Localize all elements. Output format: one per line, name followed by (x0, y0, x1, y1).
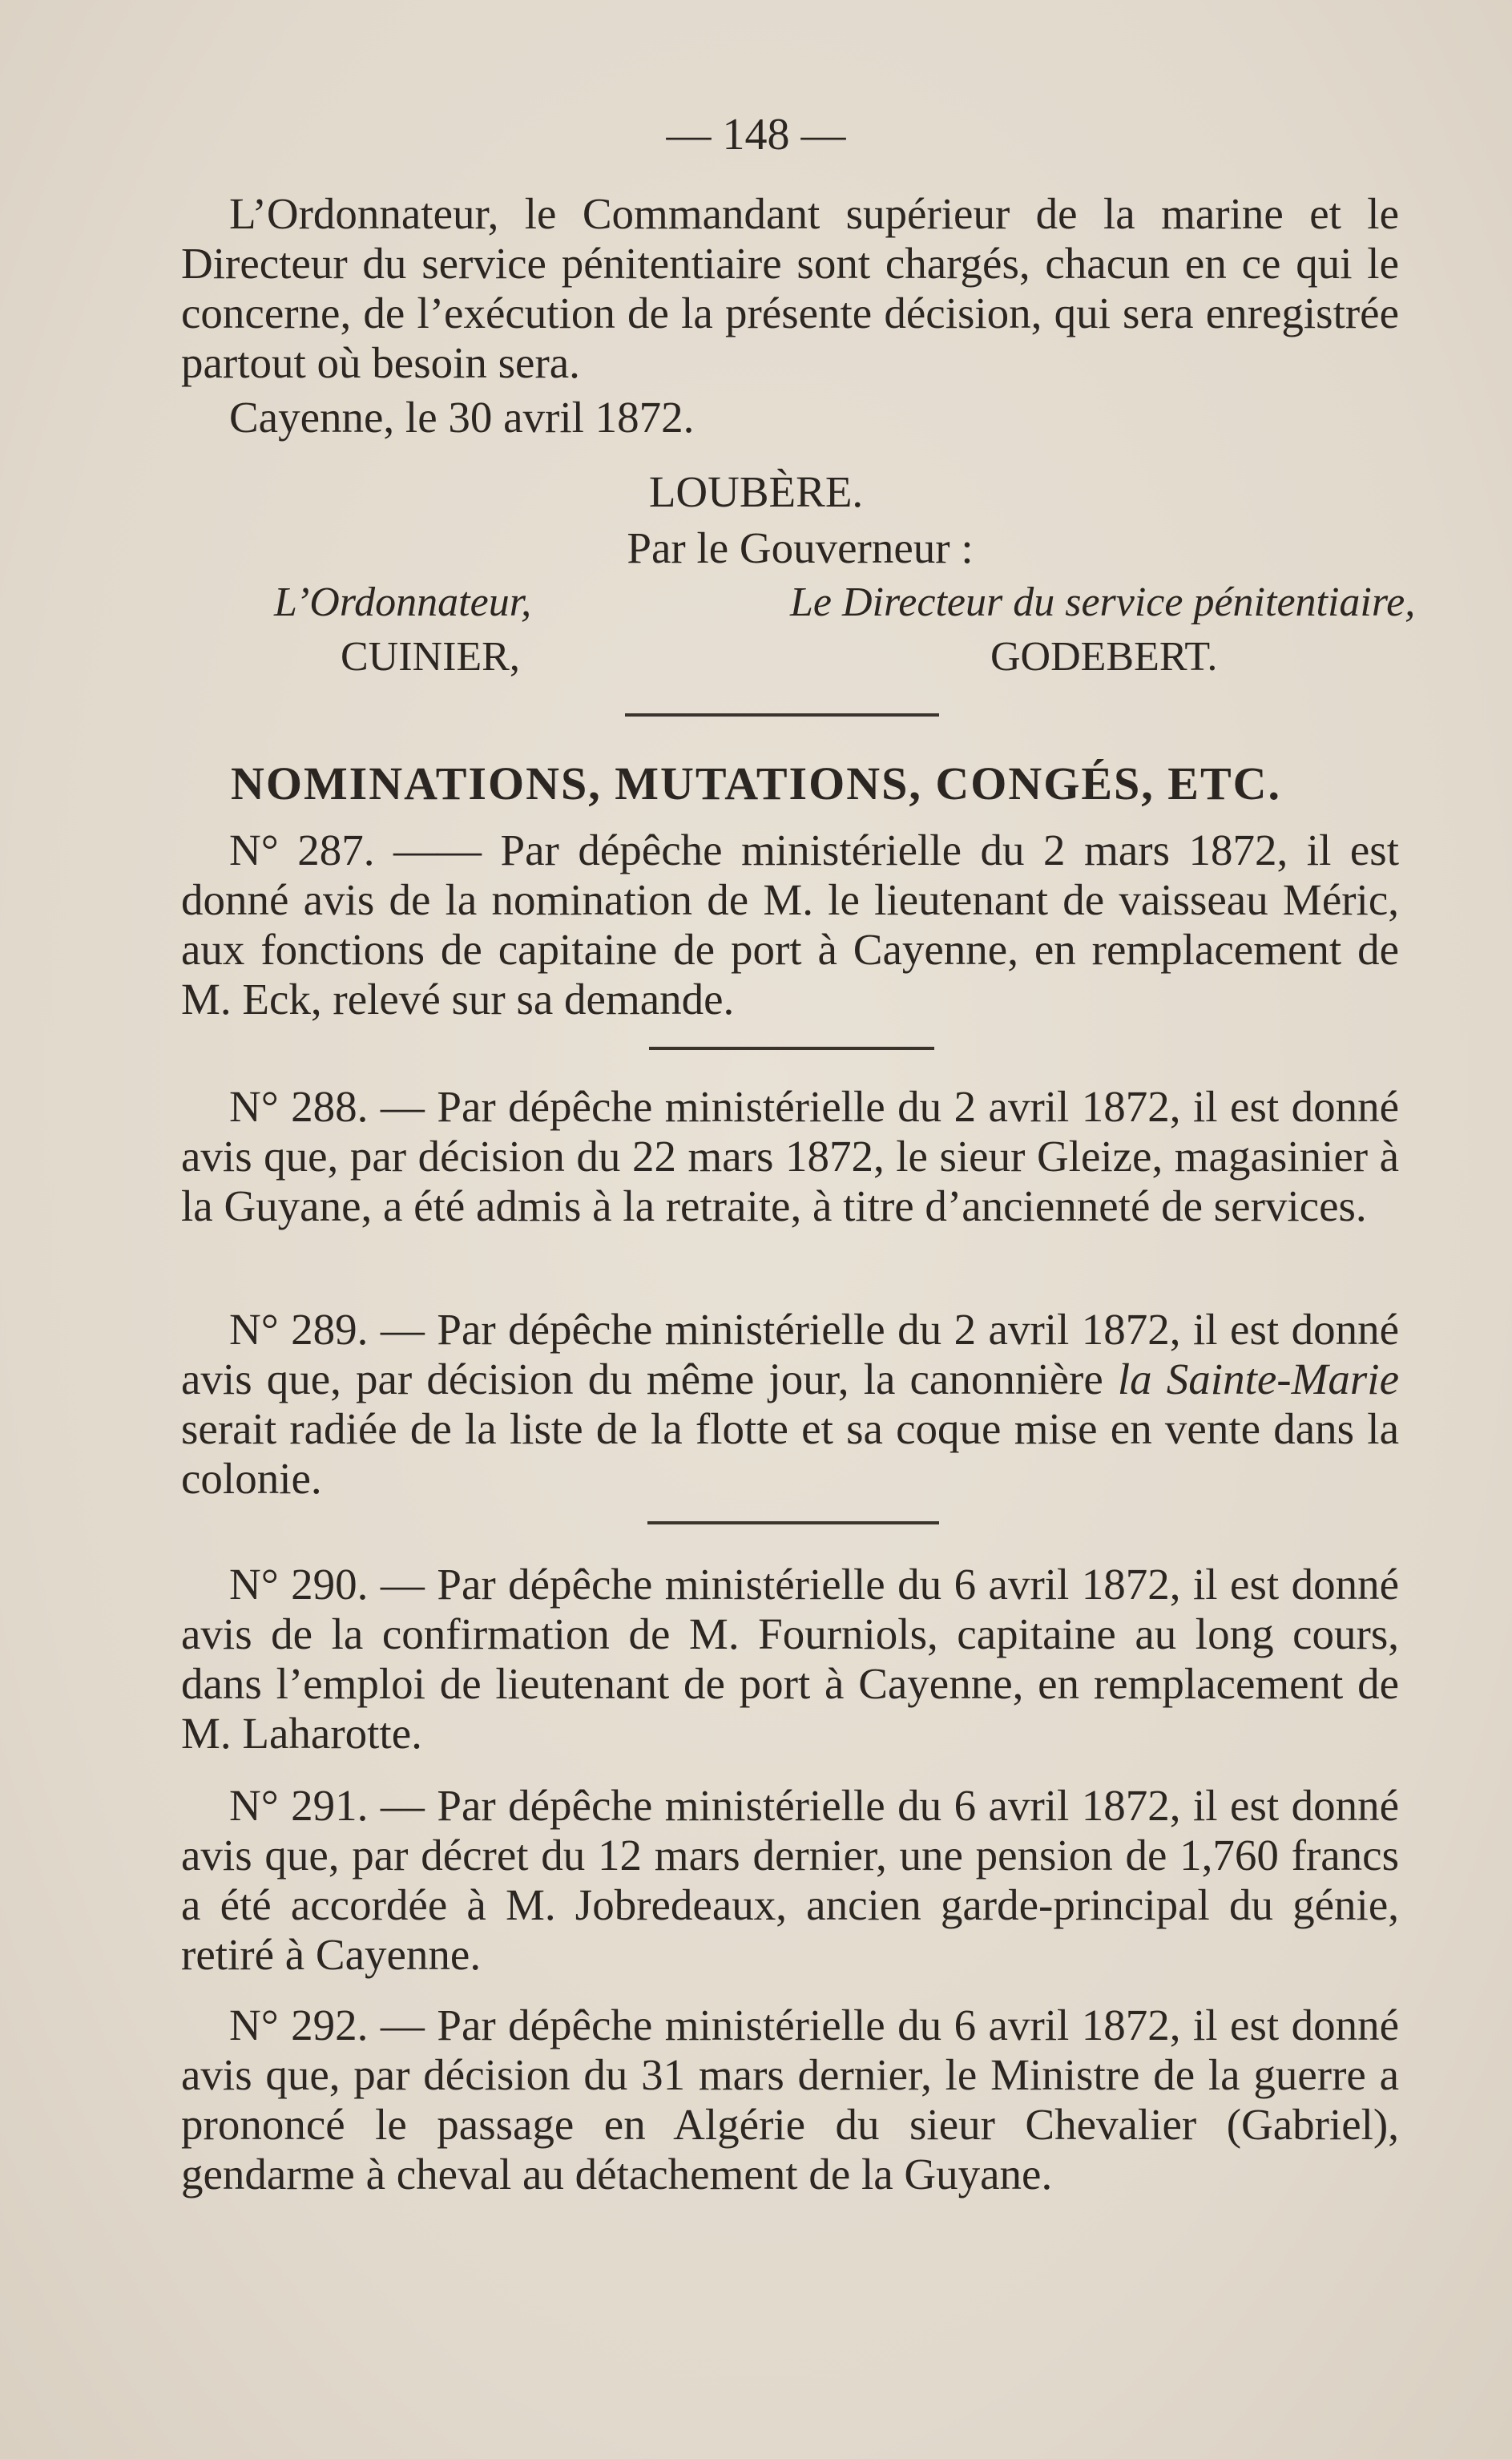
entry-text (181, 1305, 1399, 1504)
entry-divider (647, 1521, 939, 1524)
place-date-block (181, 393, 1399, 442)
left-signatory-title: L’Ordonnateur, (274, 579, 532, 625)
entry-288 (181, 1082, 1399, 1231)
entry-text: N° 290. — Par dépêche ministérielle du 6 avril 1872, il est donné avis de la confirmation de M. Fourniols, capitaine au long cours, dans l’emploi de lieutenant de port à Cayenne, en remplacement de M. Laharotte. (181, 1560, 1399, 1758)
entry-text: N° 291. — Par dépêche ministérielle du 6 avril 1872, il est donné avis que, par décret du 12 mars dernier, une pension de 1,760 francs a été accordée à M. Jobredeaux, ancien garde-principal du génie, retiré à Cayenne. (181, 1781, 1399, 1979)
page-number: — 148 — (666, 110, 846, 159)
entry-292 (181, 2001, 1399, 2199)
entry-290 (181, 1560, 1399, 1758)
entry-text-part: N° 289. — Par dépêche ministérielle du 2 avril 1872, il est donné avis que, par décision du même jour, la canonnière (181, 1305, 1399, 1403)
entry-divider (649, 1047, 934, 1050)
entry-text: N° 292. — Par dépêche ministérielle du 6 avril 1872, il est donné avis que, par décision du 31 mars dernier, le Ministre de la guerre a prononcé le passage en Algérie du sieur Chevalier (Gabriel), gendarme à cheval au détachement de la Guyane. (181, 2001, 1399, 2199)
signatory: LOUBÈRE. (648, 467, 864, 516)
section-heading: NOMINATIONS, MUTATIONS, CONGÉS, ETC. (230, 757, 1282, 810)
by-line: Par le Gouverneur : (627, 523, 974, 572)
closing-paragraph (181, 189, 1399, 388)
right-signatory-name: GODEBERT. (990, 634, 1218, 680)
section-divider (625, 713, 939, 717)
right-signatory-title: Le Directeur du service pénitentiaire, (790, 579, 1416, 625)
place-date: Cayenne, le 30 avril 1872. (229, 393, 695, 442)
entry-text-part: serait radiée de la liste de la flotte et sa coque mise en vente dans la colonie. (181, 1404, 1399, 1503)
ship-name: la Sainte-Marie (1117, 1355, 1399, 1403)
entry-text: N° 287. —— Par dépêche ministérielle du 2 mars 1872, il est donné avis de la nomination de M. le lieutenant de vaisseau Méric, aux fonctions de capitaine de port à Cayenne, en remplacement de M. Eck, relevé sur sa demande. (181, 826, 1399, 1024)
intro-paragraph: L’Ordonnateur, le Commandant supérieur de la marine et le Directeur du service pénitentiaire sont chargés, chacun en ce qui le concerne, de l’exécution de la présente décision, qui sera enregistrée partout où besoin sera. (181, 189, 1399, 387)
entry-289 (181, 1305, 1399, 1504)
entry-text: N° 288. — Par dépêche ministérielle du 2 avril 1872, il est donné avis que, par décision du 22 mars 1872, le sieur Gleize, magasinier à la Guyane, a été admis à la retraite, à titre d’ancienneté de services. (181, 1082, 1399, 1230)
left-signatory-name: CUINIER, (341, 634, 520, 680)
entry-287 (181, 826, 1399, 1024)
entry-291 (181, 1781, 1399, 1980)
